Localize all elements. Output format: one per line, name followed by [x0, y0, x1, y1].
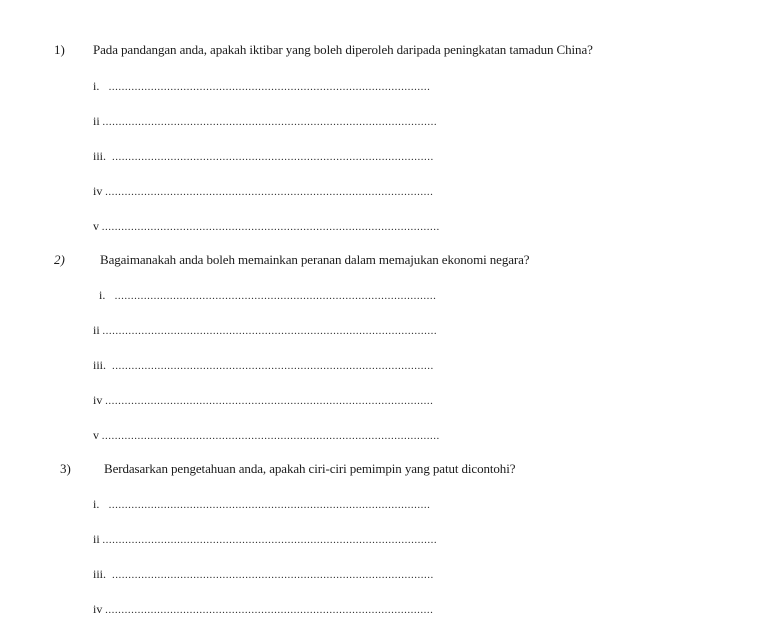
- question-2-number: 2): [54, 252, 65, 267]
- question-3-answer-line-3: [93, 567, 567, 582]
- answer-label: i.: [93, 497, 100, 511]
- dotted-line: ...................................................................................................: [108, 569, 434, 581]
- question-1-answer-line-3: [93, 149, 567, 164]
- question-1-answer-line-4: [93, 184, 563, 199]
- answer-label: v: [93, 428, 99, 442]
- question-3-answer-line-4: [93, 602, 563, 617]
- question-1-answer-line-1: [93, 79, 563, 94]
- answer-label: iv: [93, 602, 103, 616]
- question-2-text: Bagaimanakah anda boleh memainkan peranan dalam memajukan ekonomi negara?: [100, 252, 530, 267]
- question-1-answer-line-2: [93, 114, 559, 129]
- answer-label: ii: [93, 532, 100, 546]
- answer-label: ii: [93, 114, 100, 128]
- dotted-line: .......................................................................................................: [102, 534, 438, 546]
- dotted-line: ........................................................................................................: [101, 430, 440, 442]
- dotted-line: .......................................................................................................: [102, 116, 438, 128]
- question-2-answer-line-5: [93, 428, 563, 443]
- answer-label: iv: [93, 184, 103, 198]
- question-2-answer-line-1: [99, 288, 569, 303]
- dotted-line: ...................................................................................................: [102, 499, 431, 511]
- answer-label: iii.: [93, 358, 107, 372]
- question-3-answer-line-1: [93, 497, 563, 512]
- answer-label: iii.: [93, 567, 107, 581]
- answer-label: iii.: [93, 149, 107, 163]
- question-1-number: 1): [54, 42, 65, 57]
- question-1-text: Pada pandangan anda, apakah iktibar yang boleh diperoleh daripada peningkatan tamadun China?: [93, 42, 593, 57]
- answer-label: i.: [93, 79, 100, 93]
- question-1-answer-line-5: [93, 219, 563, 234]
- question-2-answer-line-4: [93, 393, 563, 408]
- dotted-line: ...................................................................................................: [108, 360, 434, 372]
- answer-label: iv: [93, 393, 103, 407]
- dotted-line: .....................................................................................................: [105, 395, 434, 407]
- dotted-line: .....................................................................................................: [105, 186, 434, 198]
- question-3-answer-line-2: [93, 532, 559, 547]
- dotted-line: ...................................................................................................: [108, 290, 437, 302]
- question-3-number: 3): [60, 461, 71, 476]
- answer-label: i.: [99, 288, 106, 302]
- question-3-text: Berdasarkan pengetahuan anda, apakah ciri-ciri pemimpin yang patut dicontohi?: [104, 461, 516, 476]
- dotted-line: ...................................................................................................: [108, 151, 434, 163]
- question-2-answer-line-3: [93, 358, 567, 373]
- answer-label: ii: [93, 323, 100, 337]
- dotted-line: .....................................................................................................: [105, 604, 434, 616]
- answer-label: v: [93, 219, 99, 233]
- dotted-line: ........................................................................................................: [101, 221, 440, 233]
- dotted-line: ...................................................................................................: [102, 81, 431, 93]
- question-2-answer-line-2: [93, 323, 559, 338]
- dotted-line: .......................................................................................................: [102, 325, 438, 337]
